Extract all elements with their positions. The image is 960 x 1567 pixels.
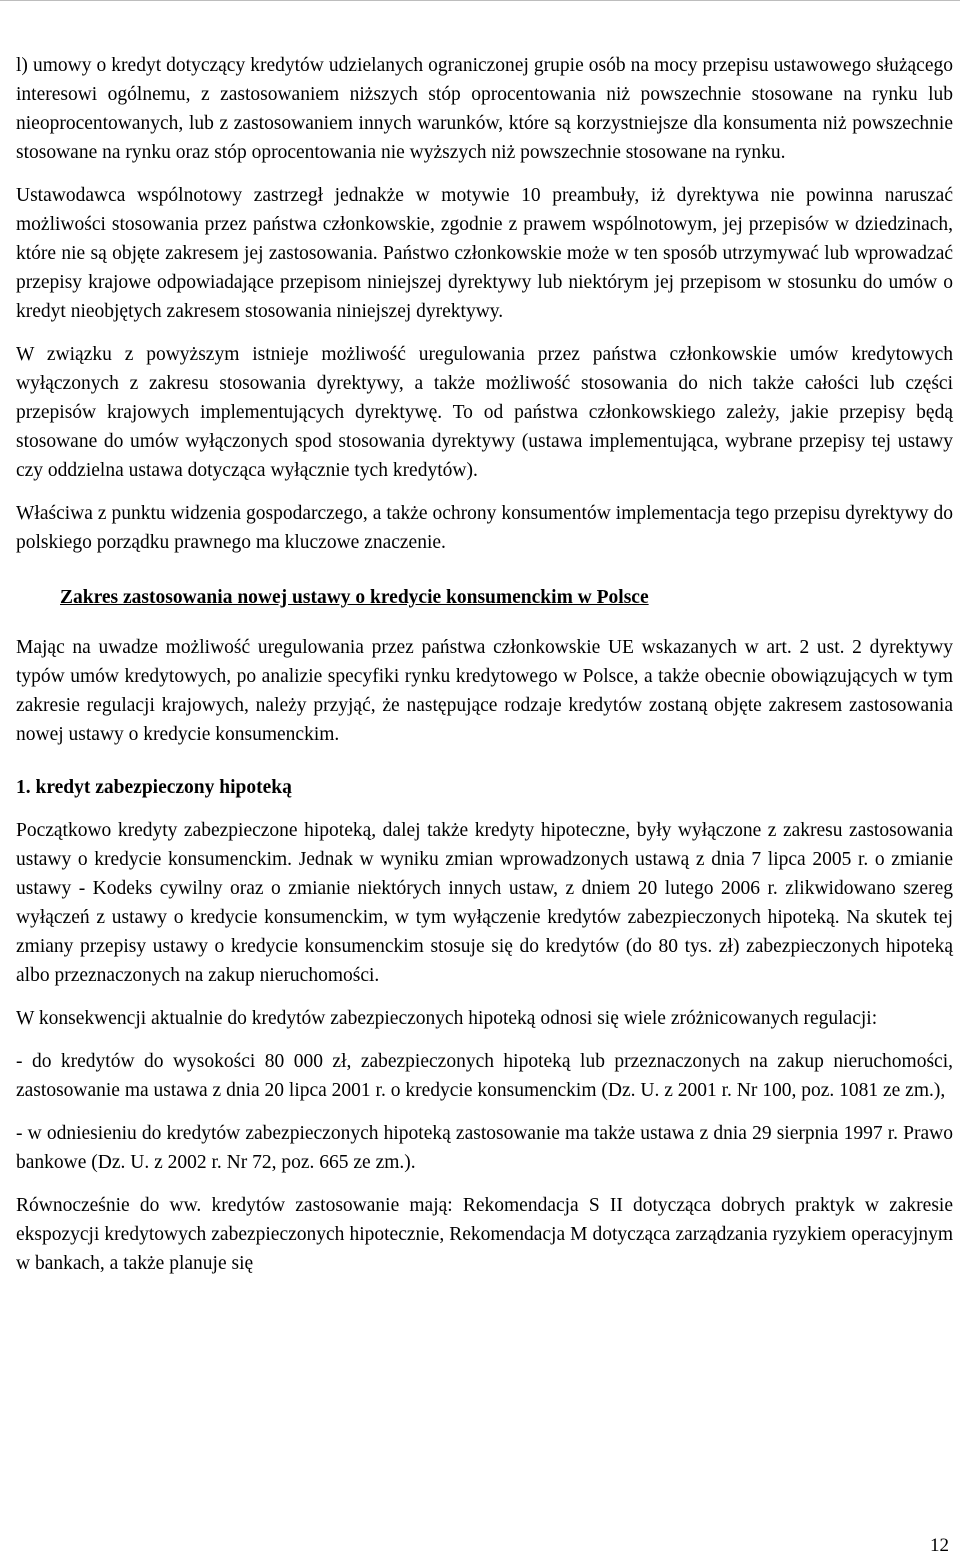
paragraph-regulation-possibility: W związku z powyższym istnieje możliwość uregulowania przez państwa członkowskie umów kredytowych wyłączonych z zakresu stosowania dyrektywy, a także możliwość stosowania do nich także całości lub części przepisów krajowych implementujących dyrektywę. To od państwa członkowskiego zależy, jakie przepisy będą stosowane do umów wyłączonych spod stosowania dyrektywy (ustawa implementująca, wybrane przepisy tej ustawy czy oddzielna ustawa dotycząca wyłącznie tych kredytów). xyxy=(16,344,953,481)
list-item-consumer-credit-act: - do kredytów do wysokości 80 000 zł, zabezpieczonych hipoteką lub przeznaczonych na zakup nieruchomości, zastosowanie ma ustawa z dnia 20 lipca 2001 r. o kredycie konsumenckim (Dz. U. z 2001 r. Nr 100, poz. 1081 ze zm.), xyxy=(16,1051,953,1101)
page-number: 12 xyxy=(930,1535,949,1556)
section-heading: Zakres zastosowania nowej ustawy o kredycie konsumenckim w Polsce xyxy=(60,587,649,608)
list-item-banking-law: - w odniesieniu do kredytów zabezpieczonych hipoteką zastosowanie ma także ustawa z dnia 29 sierpnia 1997 r. Prawo bankowe (Dz. U. z 2002 r. Nr 72, poz. 665 ze zm.). xyxy=(16,1123,953,1173)
paragraph-mortgage-history: Początkowo kredyty zabezpieczone hipoteką, dalej także kredyty hipoteczne, były wyłączone z zakresu zastosowania ustawy o kredycie konsumenckim. Jednak w wyniku zmian wprowadzonych ustawą z dnia 7 lipca 2005 r. o zmianie ustawy - Kodeks cywilny oraz o zmianie niektórych innych ustaw, z dniem 20 lutego 2006 r. zlikwidowano szereg wyłączeń z ustawy o kredycie konsumenckim, w tym wyłączenie kredytów zabezpieczonych hipoteką. Na skutek tej zmiany przepisy ustawy o kredycie konsumenckim stosuje się do kredytów (do 80 tys. zł) zabezpieczonych hipoteką albo przeznaczonych na zakup nieruchomości. xyxy=(16,820,953,986)
paragraph-section-intro: Mając na uwadze możliwość uregulowania przez państwa członkowskie UE wskazanych w art. 2 ust. 2 dyrektywy typów umów kredytowych, po analizie specyfiki rynku kredytowego w Polsce, a także obecnie obowiązujących w tym zakresie regulacji krajowych, należy przyjąć, że następujące rodzaje kredytów zostaną objęte zakresem zastosowania nowej ustawy o kredycie konsumenckim. xyxy=(16,637,953,745)
paragraph-exclusion-l: l) umowy o kredyt dotyczący kredytów udzielanych ograniczonej grupie osób na mocy przepisu ustawowego służącego interesowi ogólnemu, z zastosowaniem niższych stóp oprocentowania niż powszechnie stosowane na rynku lub nieoprocentowanych, lub z zastosowaniem innych warunków, które są korzystniejsze dla konsumenta niż powszechnie stosowane na rynku oraz stóp oprocentowania nie wyższych niż powszechnie stosowane na rynku. xyxy=(16,55,953,163)
paragraph-recommendations: Równocześnie do ww. kredytów zastosowanie mają: Rekomendacja S II dotycząca dobrych praktyk w zakresie ekspozycji kredytowych zabezpieczonych hipotecznie, Rekomendacja M dotycząca zarządzania ryzykiem operacyjnym w bankach, a także planuje się xyxy=(16,1195,953,1274)
header-rule xyxy=(0,0,960,1)
document-body xyxy=(16,51,953,1292)
paragraph-consequences: W konsekwencji aktualnie do kredytów zabezpieczonych hipoteką odnosi się wiele zróżnicowanych regulacji: xyxy=(16,1008,878,1029)
subheading-mortgage-credit: 1. kredyt zabezpieczony hipoteką xyxy=(16,777,292,798)
paragraph-community-legislator: Ustawodawca wspólnotowy zastrzegł jednakże w motywie 10 preambuły, iż dyrektywa nie powinna naruszać możliwości stosowania przez państwa członkowskie, zgodnie z prawem wspólnotowym, jej przepisów w dziedzinach, które nie są objęte zakresem jej zastosowania. Państwo członkowskie może w ten sposób utrzymywać lub wprowadzać przepisy krajowe odpowiadające przepisom niniejszej dyrektywy lub niektórym jej przepisom w stosunku do umów o kredyt nieobjętych zakresem stosowania niniejszej dyrektywy. xyxy=(16,185,953,322)
paragraph-implementation-importance: Właściwa z punktu widzenia gospodarczego, a także ochrony konsumentów implementacja tego przepisu dyrektywy do polskiego porządku prawnego ma kluczowe znaczenie. xyxy=(16,503,953,553)
